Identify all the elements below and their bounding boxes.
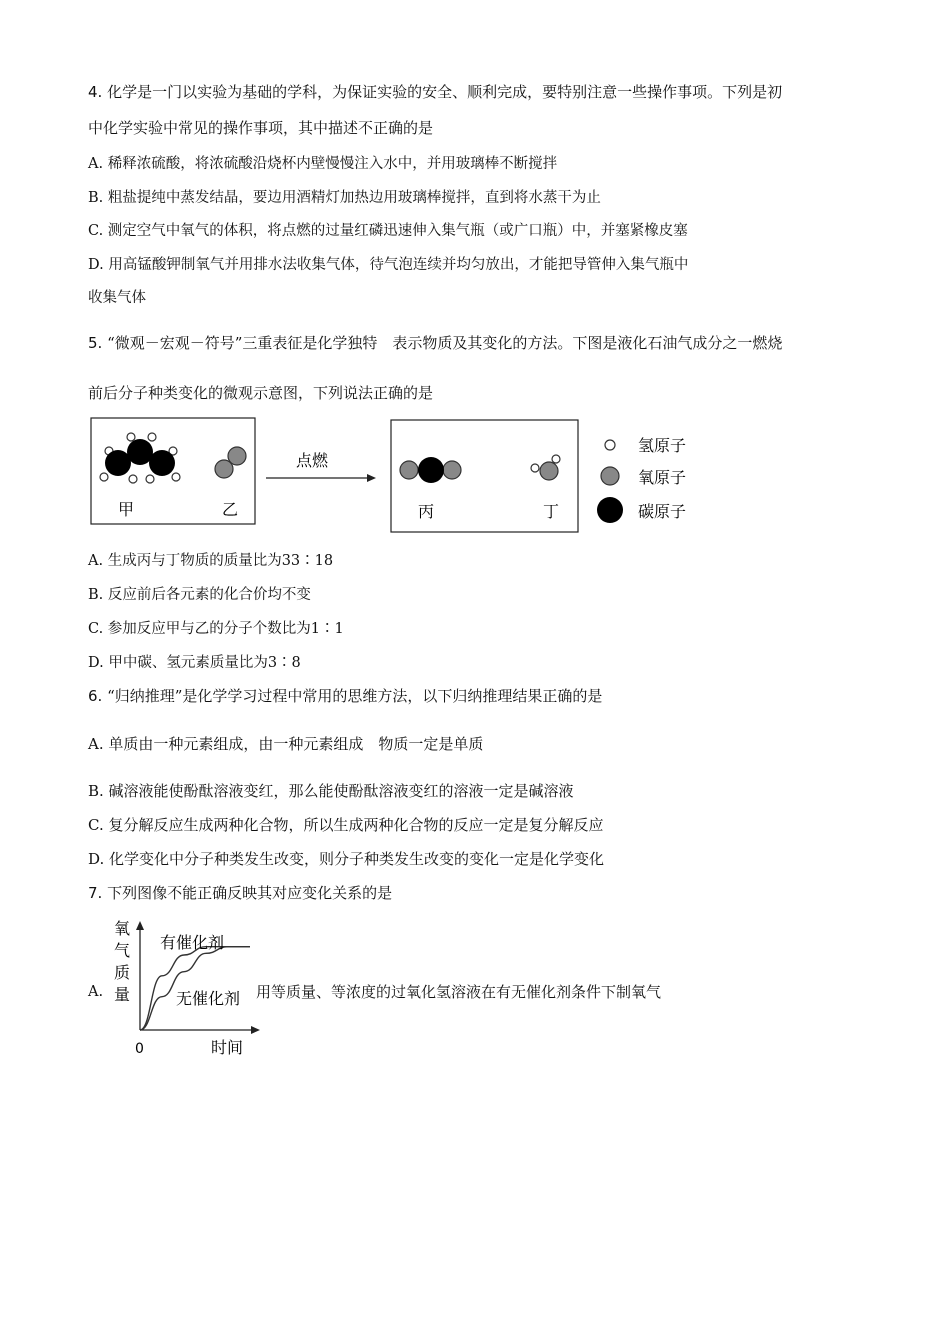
q7-stem-text: 下列图像不能正确反映其对应变化关系的是	[107, 884, 393, 902]
q5-stem-text: “微观－宏观－符号”三重表征是化学独特 表示物质及其变化的方法。下图是液化石油气成分之一燃烧	[107, 334, 783, 352]
q4-option-d: D. 用高锰酸钾制氧气并用排水法收集气体，待气泡连续并均匀放出，才能把导管伸入集气瓶中	[88, 257, 689, 273]
label-bing: 丙	[418, 502, 435, 521]
legend-carbon-label: 碳原子	[638, 502, 687, 521]
label-jia: 甲	[118, 500, 135, 519]
q6-stem-text: “归纳推理”是化学学习过程中常用的思维方法，以下归纳推理结果正确的是	[107, 687, 603, 705]
q7-option-a-text: 用等质量、等浓度的过氧化氢溶液在有无催化剂条件下制氧气	[256, 983, 662, 1001]
q6-option-b: B. 碱溶液能使酚酞溶液变红，那么能使酚酞溶液变红的溶液一定是碱溶液	[88, 782, 574, 800]
q5-option-c: C. 参加反应甲与乙的分子个数比为1∶1	[88, 621, 344, 637]
series-label-catalyst: 有催化剂	[160, 933, 225, 952]
x-axis-arrow-icon	[251, 1026, 260, 1034]
arrow-label: 点燃	[296, 451, 329, 470]
label-yi: 乙	[222, 500, 239, 519]
q5-option-a: A. 生成丙与丁物质的质量比为33∶18	[88, 553, 334, 569]
y-axis-label-char: 量	[114, 985, 131, 1004]
q4-option-c: C. 测定空气中氧气的体积，将点燃的过量红磷迅速伸入集气瓶（或广口瓶）中，并塞紧橡皮塞	[88, 223, 688, 239]
q4-option-a: A. 稀释浓硫酸，将浓硫酸沿烧杯内壁慢慢注入水中，并用玻璃棒不断搅拌	[88, 156, 558, 172]
q4-option-b: B. 粗盐提纯中蒸发结晶，要边用酒精灯加热边用玻璃棒搅拌，直到将水蒸干为止	[88, 190, 601, 206]
legend-oxygen-label: 氧原子	[638, 468, 687, 487]
x-axis-label: 时间	[211, 1038, 244, 1057]
q5-stem-line2: 前后分子种类变化的微观示意图，下列说法正确的是	[88, 384, 434, 402]
q4-number: 4.	[88, 83, 103, 101]
q4-stem-text: 化学是一门以实验为基础的学科，为保证实验的安全、顺利完成，要特别注意一些操作事项。下列是初	[107, 83, 783, 101]
label-ding: 丁	[543, 502, 560, 521]
series-label-no-catalyst: 无催化剂	[176, 989, 241, 1008]
y-axis-label-char: 气	[114, 941, 131, 960]
y-axis-label	[114, 919, 130, 1004]
y-axis-arrow-icon	[136, 921, 144, 930]
q6-option-d: D. 化学变化中分子种类发生改变，则分子种类发生改变的变化一定是化学变化	[88, 850, 605, 868]
y-axis-label-char: 氧	[114, 919, 131, 938]
q7-option-a-letter: A.	[88, 984, 104, 1000]
y-axis-label-char: 质	[114, 963, 131, 982]
q5-option-b: B. 反应前后各元素的化合价均不变	[88, 587, 311, 603]
q7-number: 7.	[88, 884, 103, 902]
q4-option-d-cont: 收集气体	[88, 290, 146, 306]
q5-option-d: D. 甲中碳、氢元素质量比为3∶8	[88, 655, 301, 671]
origin-label: 0	[135, 1041, 144, 1057]
legend-hydrogen-label: 氢原子	[638, 436, 687, 455]
q6-number: 6.	[88, 687, 103, 705]
q6-option-a: A. 单质由一种元素组成，由一种元素组成 物质一定是单质	[88, 735, 484, 753]
q6-option-c: C. 复分解反应生成两种化合物，所以生成两种化合物的反应一定是复分解反应	[88, 816, 604, 834]
q5-number: 5.	[88, 334, 103, 352]
q4-stem-line2: 中化学实验中常见的操作事项，其中描述不正确的是	[88, 119, 434, 137]
